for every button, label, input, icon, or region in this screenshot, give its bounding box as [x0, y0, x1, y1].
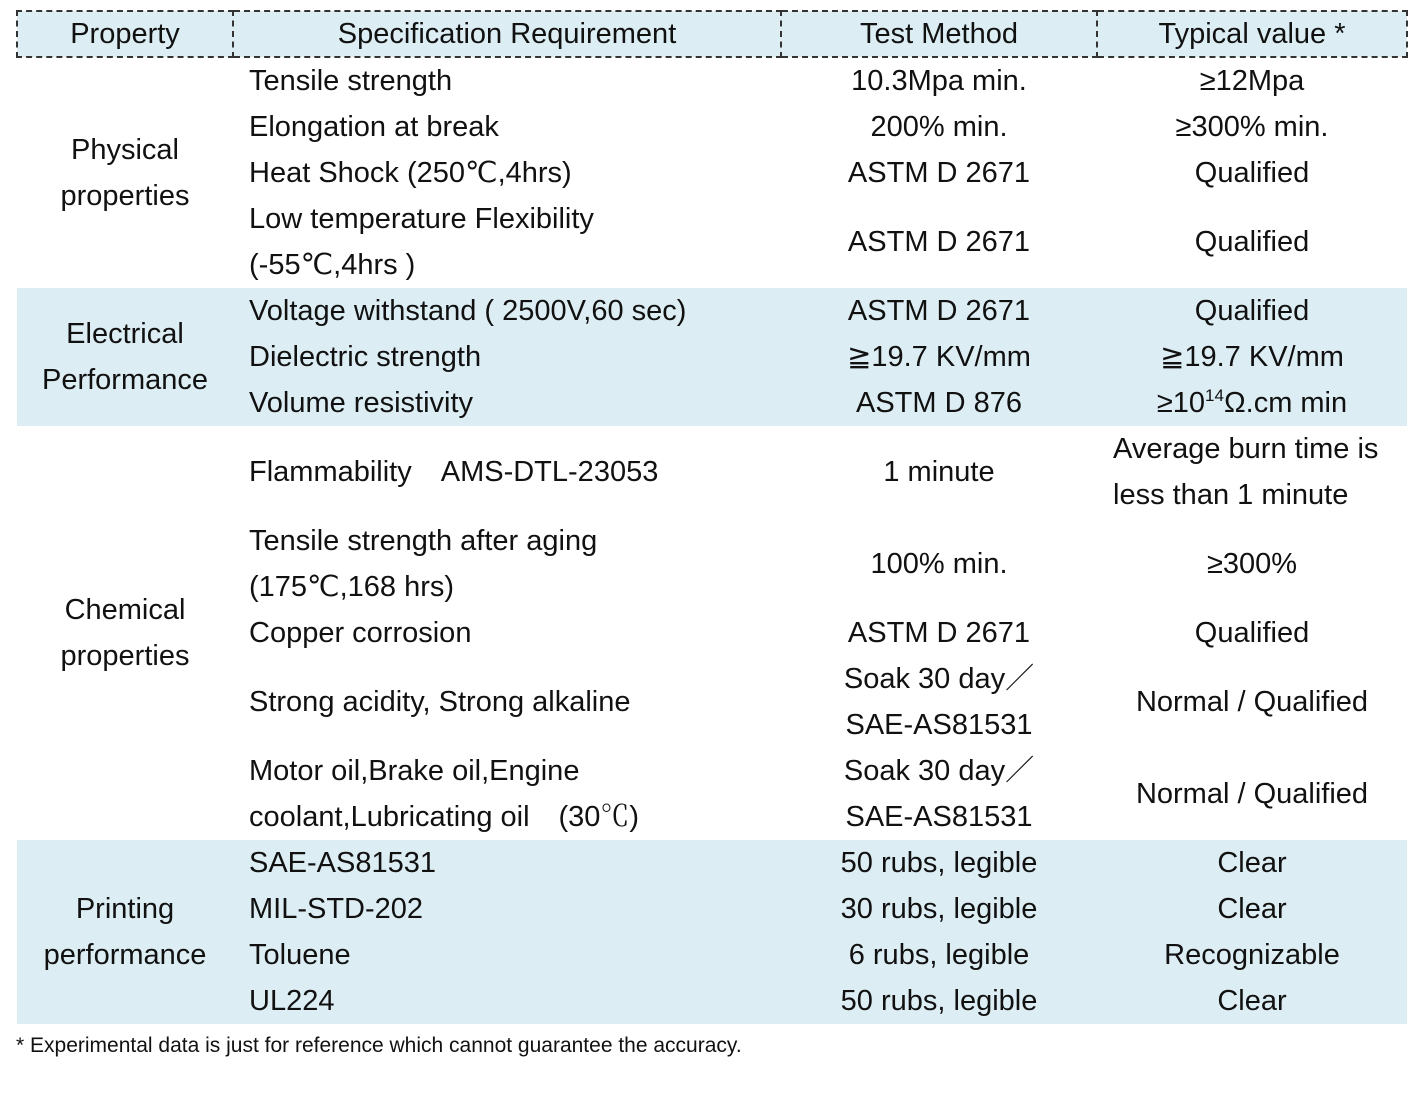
typical-value-text: Average burn time is — [1113, 433, 1379, 465]
typical-value-text: Qualified — [1194, 157, 1310, 189]
group-printing-performance — [17, 840, 233, 1024]
requirement-cell — [233, 840, 781, 886]
test-method-text: ASTM D 2671 — [847, 157, 1031, 189]
test-method-cell — [781, 656, 1097, 748]
test-method-text: ASTM D 2671 — [847, 295, 1031, 327]
test-method-cell — [781, 978, 1097, 1024]
test-method-text: ASTM D 2671 — [847, 226, 1031, 258]
header-test-method: Test Method — [781, 11, 1097, 57]
group-electrical-performance — [17, 288, 233, 426]
table-row — [17, 426, 1407, 518]
typical-value-cell — [1097, 932, 1407, 978]
test-method-text: 10.3Mpa min. — [851, 65, 1027, 97]
typical-value-cell — [1097, 610, 1407, 656]
typical-value-cell — [1097, 748, 1407, 840]
requirement-cell — [233, 380, 781, 426]
requirement-text: Toluene — [249, 939, 351, 971]
test-method-cell — [781, 104, 1097, 150]
group-label-line: Electrical — [66, 318, 184, 350]
typical-value-cell — [1097, 150, 1407, 196]
typical-value-text: ≧19.7 KV/mm — [1160, 341, 1344, 373]
typical-value-cell — [1097, 380, 1407, 426]
requirement-text: Copper corrosion — [249, 617, 472, 649]
requirement-cell — [233, 610, 781, 656]
requirement-text: Dielectric strength — [249, 341, 482, 373]
test-method-text: ≧19.7 KV/mm — [847, 341, 1031, 373]
requirement-text: (-55℃,4hrs ) — [249, 249, 416, 281]
value-base: ≥10 — [1156, 387, 1206, 419]
test-method-cell — [781, 886, 1097, 932]
test-method-text: Soak 30 day／ — [843, 755, 1035, 787]
requirement-text: Volume resistivity — [249, 387, 474, 419]
test-method-cell — [781, 518, 1097, 610]
group-label-line: performance — [43, 939, 207, 971]
typical-value-cell — [1097, 840, 1407, 886]
requirement-cell — [233, 104, 781, 150]
test-method-text: 50 rubs, legible — [840, 985, 1038, 1017]
group-label-line: Printing — [75, 893, 175, 925]
typical-value-text: Qualified — [1194, 226, 1310, 258]
test-method-cell — [781, 748, 1097, 840]
typical-value-cell — [1097, 288, 1407, 334]
group-label-line: properties — [60, 180, 190, 212]
requirement-text: Heat Shock (250℃,4hrs) — [249, 157, 572, 189]
typical-value-text: ≥12Mpa — [1199, 65, 1305, 97]
requirement-text: Motor oil,Brake oil,Engine — [249, 755, 580, 787]
requirement-text: Low temperature Flexibility — [249, 203, 594, 235]
header-row — [17, 11, 1407, 57]
requirement-cell — [233, 886, 781, 932]
typical-value-cell — [1097, 978, 1407, 1024]
test-method-cell — [781, 196, 1097, 288]
typical-value-cell — [1097, 196, 1407, 288]
typical-value-cell — [1097, 334, 1407, 380]
requirement-cell — [233, 978, 781, 1024]
table-row — [17, 288, 1407, 334]
test-method-text: Soak 30 day／ — [843, 663, 1035, 695]
requirement-cell — [233, 57, 781, 104]
header-typical-value: Typical value * — [1097, 11, 1407, 57]
footnote: * Experimental data is just for reference which cannot guarantee the accuracy. — [16, 1034, 742, 1057]
requirement-text: MIL-STD-202 — [249, 893, 424, 925]
test-method-cell — [781, 288, 1097, 334]
typical-value-text: ≥300% — [1206, 548, 1298, 580]
group-label-line: Physical — [71, 134, 179, 166]
test-method-text: 30 rubs, legible — [840, 893, 1038, 925]
test-method-cell — [781, 380, 1097, 426]
requirement-cell — [233, 748, 781, 840]
typical-value-cell — [1097, 426, 1407, 518]
group-label-line: Performance — [41, 364, 208, 396]
value-exponent: 14 — [1205, 386, 1224, 405]
test-method-text: ASTM D 2671 — [847, 617, 1031, 649]
test-method-text: 50 rubs, legible — [840, 847, 1038, 879]
group-label-line: Chemical — [64, 594, 186, 626]
typical-value-cell — [1097, 104, 1407, 150]
typical-value-cell — [1097, 886, 1407, 932]
typical-value-text: ≥300% min. — [1175, 111, 1329, 143]
test-method-text: 200% min. — [870, 111, 1008, 143]
group-label-line: properties — [60, 640, 190, 672]
requirement-cell — [233, 426, 781, 518]
requirement-cell — [233, 518, 781, 610]
typical-value-text: Qualified — [1194, 617, 1310, 649]
group-physical-properties — [17, 57, 233, 288]
typical-value-text: less than 1 minute — [1113, 479, 1349, 511]
test-method-text: 6 rubs, legible — [848, 939, 1030, 971]
table-row — [17, 57, 1407, 104]
typical-value-text: Clear — [1217, 893, 1287, 925]
typical-value-text: Qualified — [1194, 295, 1310, 327]
requirement-text: Flammability AMS-DTL-23053 — [249, 456, 659, 488]
test-method-text: ASTM D 876 — [856, 387, 1022, 419]
table-row — [17, 840, 1407, 886]
requirement-text: SAE-AS81531 — [249, 847, 437, 879]
requirement-text: UL224 — [249, 985, 335, 1017]
requirement-cell — [233, 334, 781, 380]
test-method-cell — [781, 610, 1097, 656]
requirement-text: Tensile strength after aging — [249, 525, 598, 557]
typical-value-text: Clear — [1217, 985, 1287, 1017]
typical-value-cell — [1097, 57, 1407, 104]
typical-value-text: Normal / Qualified — [1135, 778, 1369, 810]
test-method-cell — [781, 334, 1097, 380]
test-method-cell — [781, 426, 1097, 518]
requirement-cell — [233, 932, 781, 978]
value-unit: Ω.cm min — [1223, 387, 1348, 419]
requirement-cell — [233, 150, 781, 196]
test-method-cell — [781, 932, 1097, 978]
typical-value-cell — [1097, 656, 1407, 748]
requirement-text: (175℃,168 hrs) — [249, 571, 455, 603]
specification-table — [16, 10, 1408, 1024]
requirement-cell — [233, 196, 781, 288]
typical-value-text — [1097, 380, 1407, 426]
typical-value-text: Normal / Qualified — [1135, 686, 1369, 718]
requirement-text: Voltage withstand ( 2500V,60 sec) — [249, 295, 687, 327]
header-specification-requirement: Specification Requirement — [233, 11, 781, 57]
requirement-text: Tensile strength — [249, 65, 453, 97]
test-method-text: 1 minute — [883, 456, 995, 488]
typical-value-cell — [1097, 518, 1407, 610]
test-method-text: 100% min. — [870, 548, 1008, 580]
test-method-cell — [781, 57, 1097, 104]
test-method-cell — [781, 840, 1097, 886]
typical-value-text: Recognizable — [1164, 939, 1340, 971]
test-method-text: SAE-AS81531 — [845, 801, 1033, 833]
typical-value-text: Clear — [1217, 847, 1287, 879]
header-property: Property — [17, 11, 233, 57]
test-method-cell — [781, 150, 1097, 196]
test-method-text: SAE-AS81531 — [845, 709, 1033, 741]
requirement-text: Strong acidity, Strong alkaline — [249, 686, 631, 718]
requirement-text: coolant,Lubricating oil (30℃) — [249, 801, 640, 833]
group-chemical-properties — [17, 426, 233, 840]
requirement-cell — [233, 656, 781, 748]
requirement-cell — [233, 288, 781, 334]
requirement-text: Elongation at break — [249, 111, 499, 143]
